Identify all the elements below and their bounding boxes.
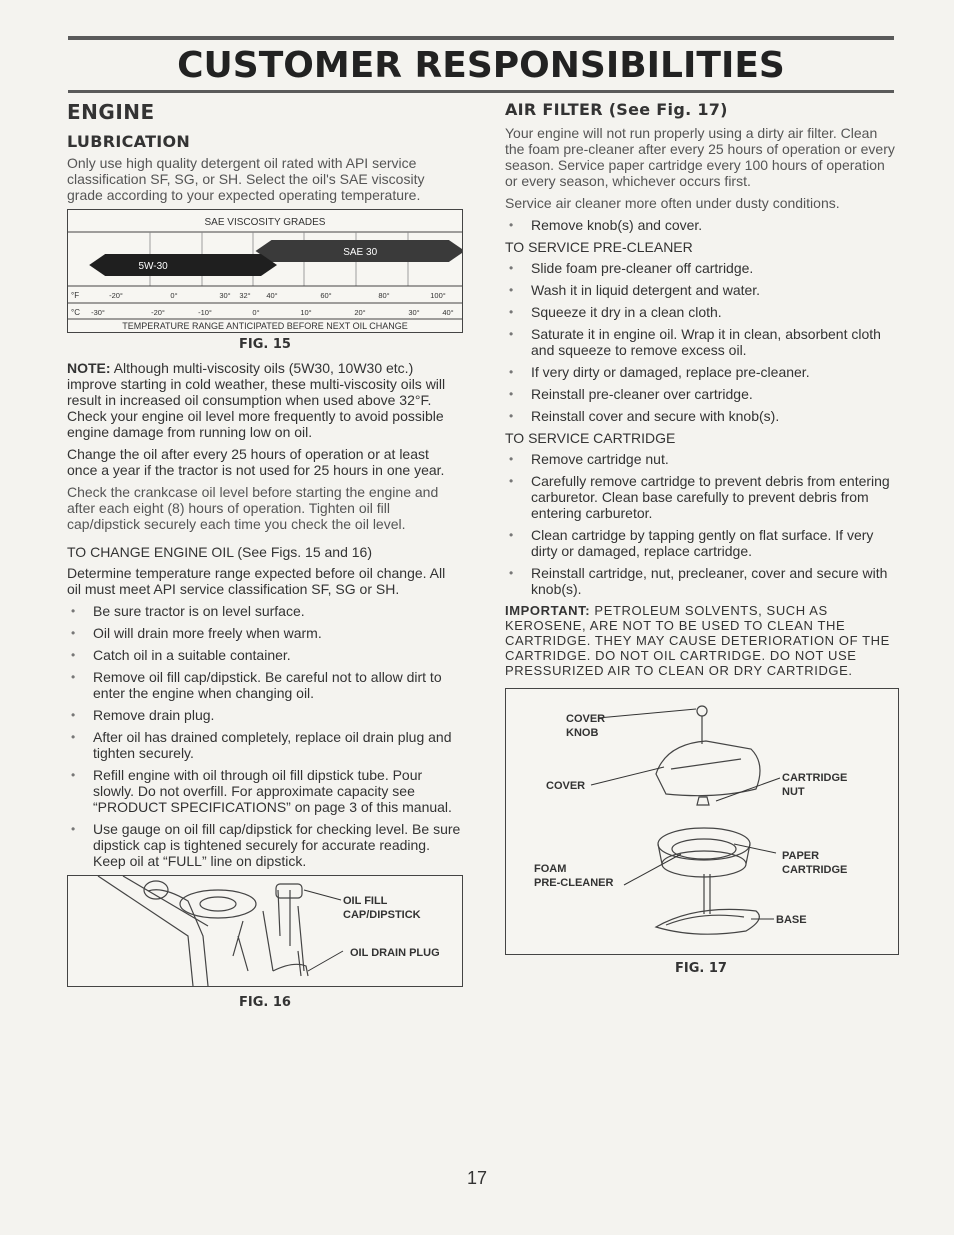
fahrenheit-tick-label: 32° xyxy=(239,291,251,300)
change-interval-text: Change the oil after every 25 hours of operation or at least once a year if the tractor is not used for 25 hours in one year. xyxy=(67,446,445,478)
list-item: • After oil has drained completely, replace oil drain plug and tighten securely. xyxy=(67,729,463,761)
list-item: • If very dirty or damaged, replace pre-cleaner. xyxy=(505,364,897,380)
celsius-tick-label: -20° xyxy=(151,308,165,317)
cover-label: COVER xyxy=(546,780,586,792)
page-number: 17 xyxy=(466,1168,488,1188)
page-header xyxy=(68,36,894,93)
oil-fill-diagram xyxy=(68,876,462,986)
foam-precleaner-label-line1: FOAM xyxy=(534,863,567,875)
list-item: • Slide foam pre-cleaner off cartridge. xyxy=(505,260,897,276)
list-item: • Remove oil fill cap/dipstick. Be careful not to allow dirt to enter the engine when changing oil. xyxy=(67,669,463,701)
fahrenheit-tick-label: 30° xyxy=(219,291,231,300)
celsius-tick-label: 0° xyxy=(252,308,260,317)
important-label: IMPORTANT: xyxy=(505,603,591,618)
celsius-tick-label: 30° xyxy=(408,308,420,317)
list-item: • Squeeze it dry in a clean cloth. xyxy=(505,304,897,320)
celsius-ticks xyxy=(91,308,454,317)
list-item: • Reinstall cover and secure with knob(s). xyxy=(505,408,897,424)
foam-precleaner-label-line2: PRE-CLEANER xyxy=(534,877,614,889)
important-text: PETROLEUM SOLVENTS, SUCH AS KEROSENE, ARE NOT TO BE USED TO CLEAN THE CARTRIDGE. THEY MAY CAUSE DETERIORATION OF THE CARTRIDGE. DO NOT OIL CARTRIDGE. DO NOT USE PRESSURIZED AIR TO CLEAN OR DRY CARTRIDGE. xyxy=(505,603,890,678)
change-oil-heading: TO CHANGE ENGINE OIL (See Figs. 15 and 16) xyxy=(67,544,372,560)
air-filter-heading: AIR FILTER (See Fig. 17) xyxy=(505,100,728,119)
oil-fill-label-line1: OIL FILL xyxy=(343,895,388,907)
list-item: • Catch oil in a suitable container. xyxy=(67,647,463,663)
paper-cartridge-label-line1: PAPER xyxy=(782,850,820,862)
engine-heading: ENGINE xyxy=(67,100,155,124)
oil-drain-plug-label: OIL DRAIN PLUG xyxy=(350,947,440,959)
note-paragraph xyxy=(67,360,463,440)
celsius-tick-label: -30° xyxy=(91,308,105,317)
bar-5w30 xyxy=(89,254,277,276)
cartridge-nut-label-line2: NUT xyxy=(782,786,805,798)
air-filter-dusty: Service air cleaner more often under dusty conditions. xyxy=(505,195,840,211)
list-item: • Reinstall cartridge, nut, precleaner, cover and secure with knob(s). xyxy=(505,565,897,597)
note-text: Although multi-viscosity oils (5W30, 10W30 etc.) improve starting in cold weather, these multi-viscosity oils will result in increased oil consumption when used above 32°F. Check your engine oil level more frequently to avoid possible engine damage from running low on oil. xyxy=(67,360,446,440)
celsius-tick-label: 40° xyxy=(442,308,454,317)
fig16-caption: FIG. 16 xyxy=(239,995,291,1010)
list-item: • Remove cartridge nut. xyxy=(505,451,897,467)
celsius-tick-label: -10° xyxy=(198,308,212,317)
precleaner-steps xyxy=(505,260,897,424)
list-item: • Remove knob(s) and cover. xyxy=(505,217,897,233)
list-item: • Wash it in liquid detergent and water. xyxy=(505,282,897,298)
cartridge-steps xyxy=(505,451,897,597)
celsius-tick-label: 20° xyxy=(354,308,366,317)
list-item: • Saturate it in engine oil. Wrap it in clean, absorbent cloth and squeeze to remove excess oil. xyxy=(505,326,897,358)
lubrication-intro: Only use high quality detergent oil rated with API service classification SF, SG, or SH. Select the oil's SAE viscosity grade according to your expected operating temperature. xyxy=(67,155,425,203)
cartridge-nut-label-line1: CARTRIDGE xyxy=(782,772,848,784)
fahrenheit-tick-label: 40° xyxy=(266,291,278,300)
note-label: NOTE: xyxy=(67,360,111,376)
page-title: CUSTOMER RESPONSIBILITIES xyxy=(177,45,785,86)
header-rule-bottom xyxy=(68,90,894,93)
header-rule-top xyxy=(68,36,894,40)
lubrication-heading: LUBRICATION xyxy=(67,132,191,151)
fahrenheit-tick-label: 100° xyxy=(430,291,446,300)
precleaner-heading: TO SERVICE PRE-CLEANER xyxy=(505,239,693,255)
air-filter-diagram xyxy=(506,689,898,954)
list-item: • Oil will drain more freely when warm. xyxy=(67,625,463,641)
oil-fill-label-line2: CAP/DIPSTICK xyxy=(343,909,421,921)
celsius-unit: °C xyxy=(71,308,80,317)
fahrenheit-ticks xyxy=(109,291,446,300)
important-notice xyxy=(505,603,897,678)
viscosity-chart-footer: TEMPERATURE RANGE ANTICIPATED BEFORE NEXT OIL CHANGE xyxy=(122,321,408,331)
bar-5w30-label: 5W-30 xyxy=(138,261,168,272)
paper-cartridge-label-line2: CARTRIDGE xyxy=(782,864,848,876)
list-item: • Carefully remove cartridge to prevent debris from entering carburetor. Clean base carefully to prevent debris from entering carburetor. xyxy=(505,473,897,521)
bar-sae30-label: SAE 30 xyxy=(343,247,378,258)
list-item: • Clean cartridge by tapping gently on flat surface. If very dirty or damaged, replace cartridge. xyxy=(505,527,897,559)
celsius-tick-label: 10° xyxy=(300,308,312,317)
fig17-illustration xyxy=(505,688,899,955)
fig17-caption: FIG. 17 xyxy=(675,961,727,976)
check-level-text: Check the crankcase oil level before starting the engine and after each eight (8) hours of operation. Tighten oil fill cap/dipstick securely each time you check the oil level. xyxy=(67,484,439,532)
viscosity-chart-title: SAE VISCOSITY GRADES xyxy=(204,217,326,228)
list-item: • Use gauge on oil fill cap/dipstick for checking level. Be sure dipstick cap is tightened securely for accurate reading. Keep oil at “FULL” line on dipstick. xyxy=(67,821,463,869)
remove-cover-step xyxy=(505,217,897,233)
viscosity-chart-svg xyxy=(68,210,462,332)
cover-knob-label-line2: KNOB xyxy=(566,727,599,739)
cover-knob-label-line1: COVER xyxy=(566,713,606,725)
air-filter-column xyxy=(505,100,897,984)
fahrenheit-tick-label: 80° xyxy=(378,291,390,300)
fahrenheit-tick-label: -20° xyxy=(109,291,123,300)
viscosity-bars xyxy=(89,240,462,276)
viscosity-chart xyxy=(67,209,463,333)
cartridge-heading: TO SERVICE CARTRIDGE xyxy=(505,430,676,446)
list-item: • Refill engine with oil through oil fill dipstick tube. Pour slowly. Do not overfill. For approximate capacity see “PRODUCT SPECIFICATIONS” on page 3 of this manual. xyxy=(67,767,463,815)
base-label: BASE xyxy=(776,914,807,926)
fahrenheit-unit: °F xyxy=(71,291,80,300)
list-item: • Reinstall pre-cleaner over cartridge. xyxy=(505,386,897,402)
fahrenheit-tick-label: 0° xyxy=(170,291,178,300)
engine-column xyxy=(67,100,463,1018)
fig15-caption: FIG. 15 xyxy=(239,337,291,352)
fahrenheit-tick-label: 60° xyxy=(320,291,332,300)
change-oil-intro: Determine temperature range expected before oil change. All oil must meet API service classification SF, SG or SH. xyxy=(67,565,446,597)
list-item: • Remove drain plug. xyxy=(67,707,463,723)
list-item: • Be sure tractor is on level surface. xyxy=(67,603,463,619)
fig16-illustration xyxy=(67,875,463,987)
air-filter-intro: Your engine will not run properly using a dirty air filter. Clean the foam pre-cleaner after every 25 hours of operation or every season. Service paper cartridge every 100 hours of operation or every season, whichever occurs first. xyxy=(505,125,895,189)
change-oil-steps xyxy=(67,603,463,869)
